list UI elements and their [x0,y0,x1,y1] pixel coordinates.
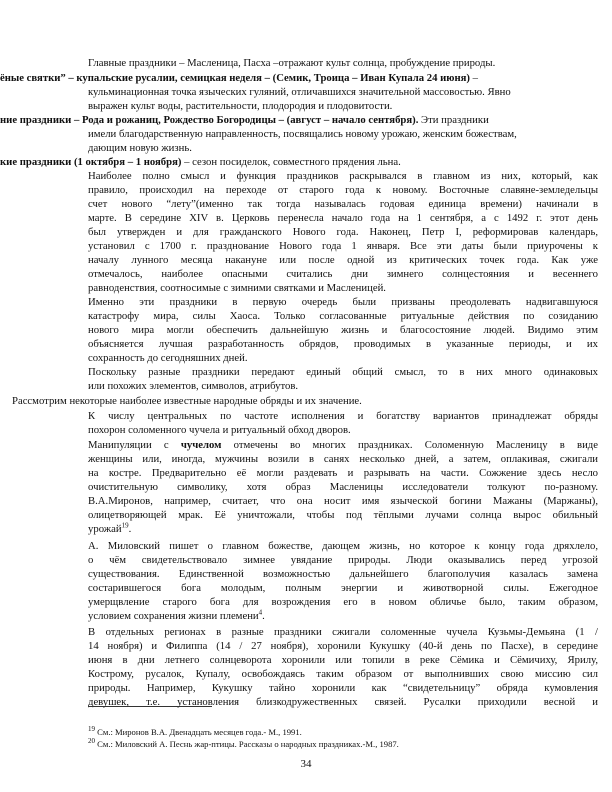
paragraph-line: А. Миловский пишет о главном божестве, дающем жизнь, но которое к концу года дряхлело, [88,540,598,552]
paragraph-line-end: условием сохранения жизни племени$^4$. [88,608,265,622]
section-intro-line: Рассмотрим некоторые наиболее известные народные обряды и их значение. [12,395,362,407]
footnote-divider [88,706,212,707]
footnote-number: 19 [88,724,95,733]
paragraph-line: на костре. Предварительно её могли раздевать и разрывать на части. Сожжение здесь несло [88,467,598,479]
paragraph-line: В.А.Миронов, например, считает, что она носит имя языческой богини Мажаны (Маржаны), [88,495,598,507]
paragraph-line: марте. В середине XIV в. Церковь перенесла начало года на 1 сентября, а с 1492 г. этот день [88,212,598,224]
bold-chuchelo: чучелом [180,439,222,451]
text-line: дающим новую жизнь. [88,142,192,154]
paragraph-line: началу лунного месяца накануне или после одной из критических точек года. Как уже [88,254,598,266]
paragraph-line: о чём свидетельствовало зимнее увядание природы. Люди оказывались перед угрозой [88,554,598,566]
footnote-ref: 19 [121,521,129,530]
text-run: урожай [88,523,122,535]
footnote-text: См.: Миловский А. Песнь жар-птицы. Рассказы о народных праздниках.-М., 1987. [95,738,399,749]
paragraph-line: Кострому, русалок, Купалу, освобождаясь таким образом от выполнивших свою миссию сил [88,668,598,680]
paragraph-line: девушек, т.е. установления близкодружественных связей. Русалки приходили весной и [88,696,598,708]
paragraph-line: катастрофу мира, силы Хаоса. Только согласованные ритуальные действия по созиданию [88,310,598,322]
paragraph-line: В отдельных регионах в разные праздники сжигали соломенные чучела Кузьмы-Демьяна (1 / [88,626,598,638]
paragraph-line: 14 ноября) и Филиппа (14 / 27 ноября), хоронили Кукушку (40-й день по Пасхе), в середине [88,640,598,652]
text-run: условием сохранения жизни племени [88,610,259,622]
text-line: выражен культ воды, растительности, плодородия и плодовитости. [88,100,393,112]
paragraph-line: равноденствия, соотносимые с зимними святками и Масленицей. [88,282,386,294]
paragraph-line: природы. Например, Кукушку тайно хоронили как “свидетельницу” обряда кумовления [88,682,598,694]
page-number: 34 [300,758,312,770]
paragraph-line: сохранность до сегодняшних дней. [88,352,248,364]
paragraph-line: Поскольку разные праздники передают единый общий смысл, то в них много одинаковых [88,366,598,378]
paragraph-line-chuchelo: Манипуляции с чучелом отмечены во многих праздниках. Соломенную Масленицу в виде [88,439,598,451]
footnote-19 [88,724,302,738]
footnote-20 [88,736,399,750]
paragraph-line: похорон соломенного чучела и ритуальный обход дворов. [88,424,351,436]
bold-osennie: кие праздники (1 октября – 1 ноября) [0,156,182,168]
paragraph-line: установил с 1700 г. празднование Нового года 1 января. Все эти даты были приурочены к [88,240,598,252]
paragraph-line: счет нового “лету”(именно так тогда называлась годовая единица времени) начинали в [88,198,598,210]
paragraph-line: существования. Единственной возможностью дальнейшего благополучия казалась замена [88,568,598,580]
paragraph-line: олицетворяющей мрак. Её уничтожали, чтобы под тёплыми лучами солнца вырос обильный [88,509,598,521]
paragraph-line: или похожих элементов, символов, атрибутов. [88,380,299,392]
text-line-osennie: кие праздники (1 октября – 1 ноября) – сезон посиделок, совместного прядения льна. [0,156,401,168]
paragraph-line: умерщвление старого бога для возрождения его в новом обличье было, таким образом, [88,596,598,608]
text-line-roda: ние праздники – Рода и рожаниц, Рождество Богородицы – (август – начало сентября). Эти праздники [0,114,489,126]
paragraph-line: Наиболее полно смысл и функция праздников раскрывался в главном из них, который, как [88,170,598,182]
footnote-ref: 4 [258,608,263,617]
footnote-number: 20 [88,736,95,745]
footnote-text: См.: Миронов В.А. Двенадцать месяцев года.- М., 1991. [95,726,302,737]
paragraph-line: отмечалось, наиболее опасными считались дни зимнего солнцестояния и весеннего [88,268,598,280]
paragraph-line: правило, происходил на переходе от старого года к новому. Восточные славяне-земледельцы [88,184,598,196]
paragraph-line: состарившегося бога молодым, полным энергии и животворной силы. Ежегодное [88,582,598,594]
text-line-svyatki: ёные святки” – купальские русалии, семицкая неделя – (Семик, Троица – Иван Купала 24 июня) – [0,72,478,84]
text-line: кульминационная точка языческих гуляний, отличавшихся значительной массовостью. Явно [88,86,511,98]
paragraph-line: был утвержден и для гражданского Нового года. Наконец, Петр I, реформировав календарь, [88,226,598,238]
paragraph-line: женщины или, иногда, мужчины возили в санях несколько дней, а затем, оплакивая, сжигали [88,453,598,465]
paragraph-line: К числу центральных по частоте исполнения и богатству вариантов принадлежат обряды [88,410,598,422]
paragraph-line: Именно эти праздники в первую очередь были призваны преодолевать надвигавшуюся [88,296,598,308]
bold-roda: ние праздники – Рода и рожаниц, Рождество Богородицы – (август – начало сентября). [0,114,419,126]
text-line: имели благодарственную направленность, посвящались новому урожаю, женским божествам, [88,128,517,140]
text-line-main-holidays: Главные праздники – Масленица, Пасха –отражают культ солнца, пробуждение природы. [88,57,496,69]
paragraph-line-end: урожай$^{19}$. [88,521,132,535]
paragraph-line: июня в дни летнего солнцеворота хоронили или топили в реке Сёмика и Сёмичиху, Ярилу, [88,654,598,666]
paragraph-line: нового мира могли обеспечить дальнейшую жизнь и благосостояние людей. Видимо этим [88,324,598,336]
bold-svyatki: ёные святки” – купальские русалии, семицкая неделя – (Семик, Троица – Иван Купала 24 июня) [0,72,470,84]
paragraph-line: очистительную символику, хотя образ Масленицы исследователи толкуют по-разному. [88,481,598,493]
paragraph-line: объясняется лучшая разработанность обрядов, проводимых в указанные периоды, и их [88,338,598,350]
